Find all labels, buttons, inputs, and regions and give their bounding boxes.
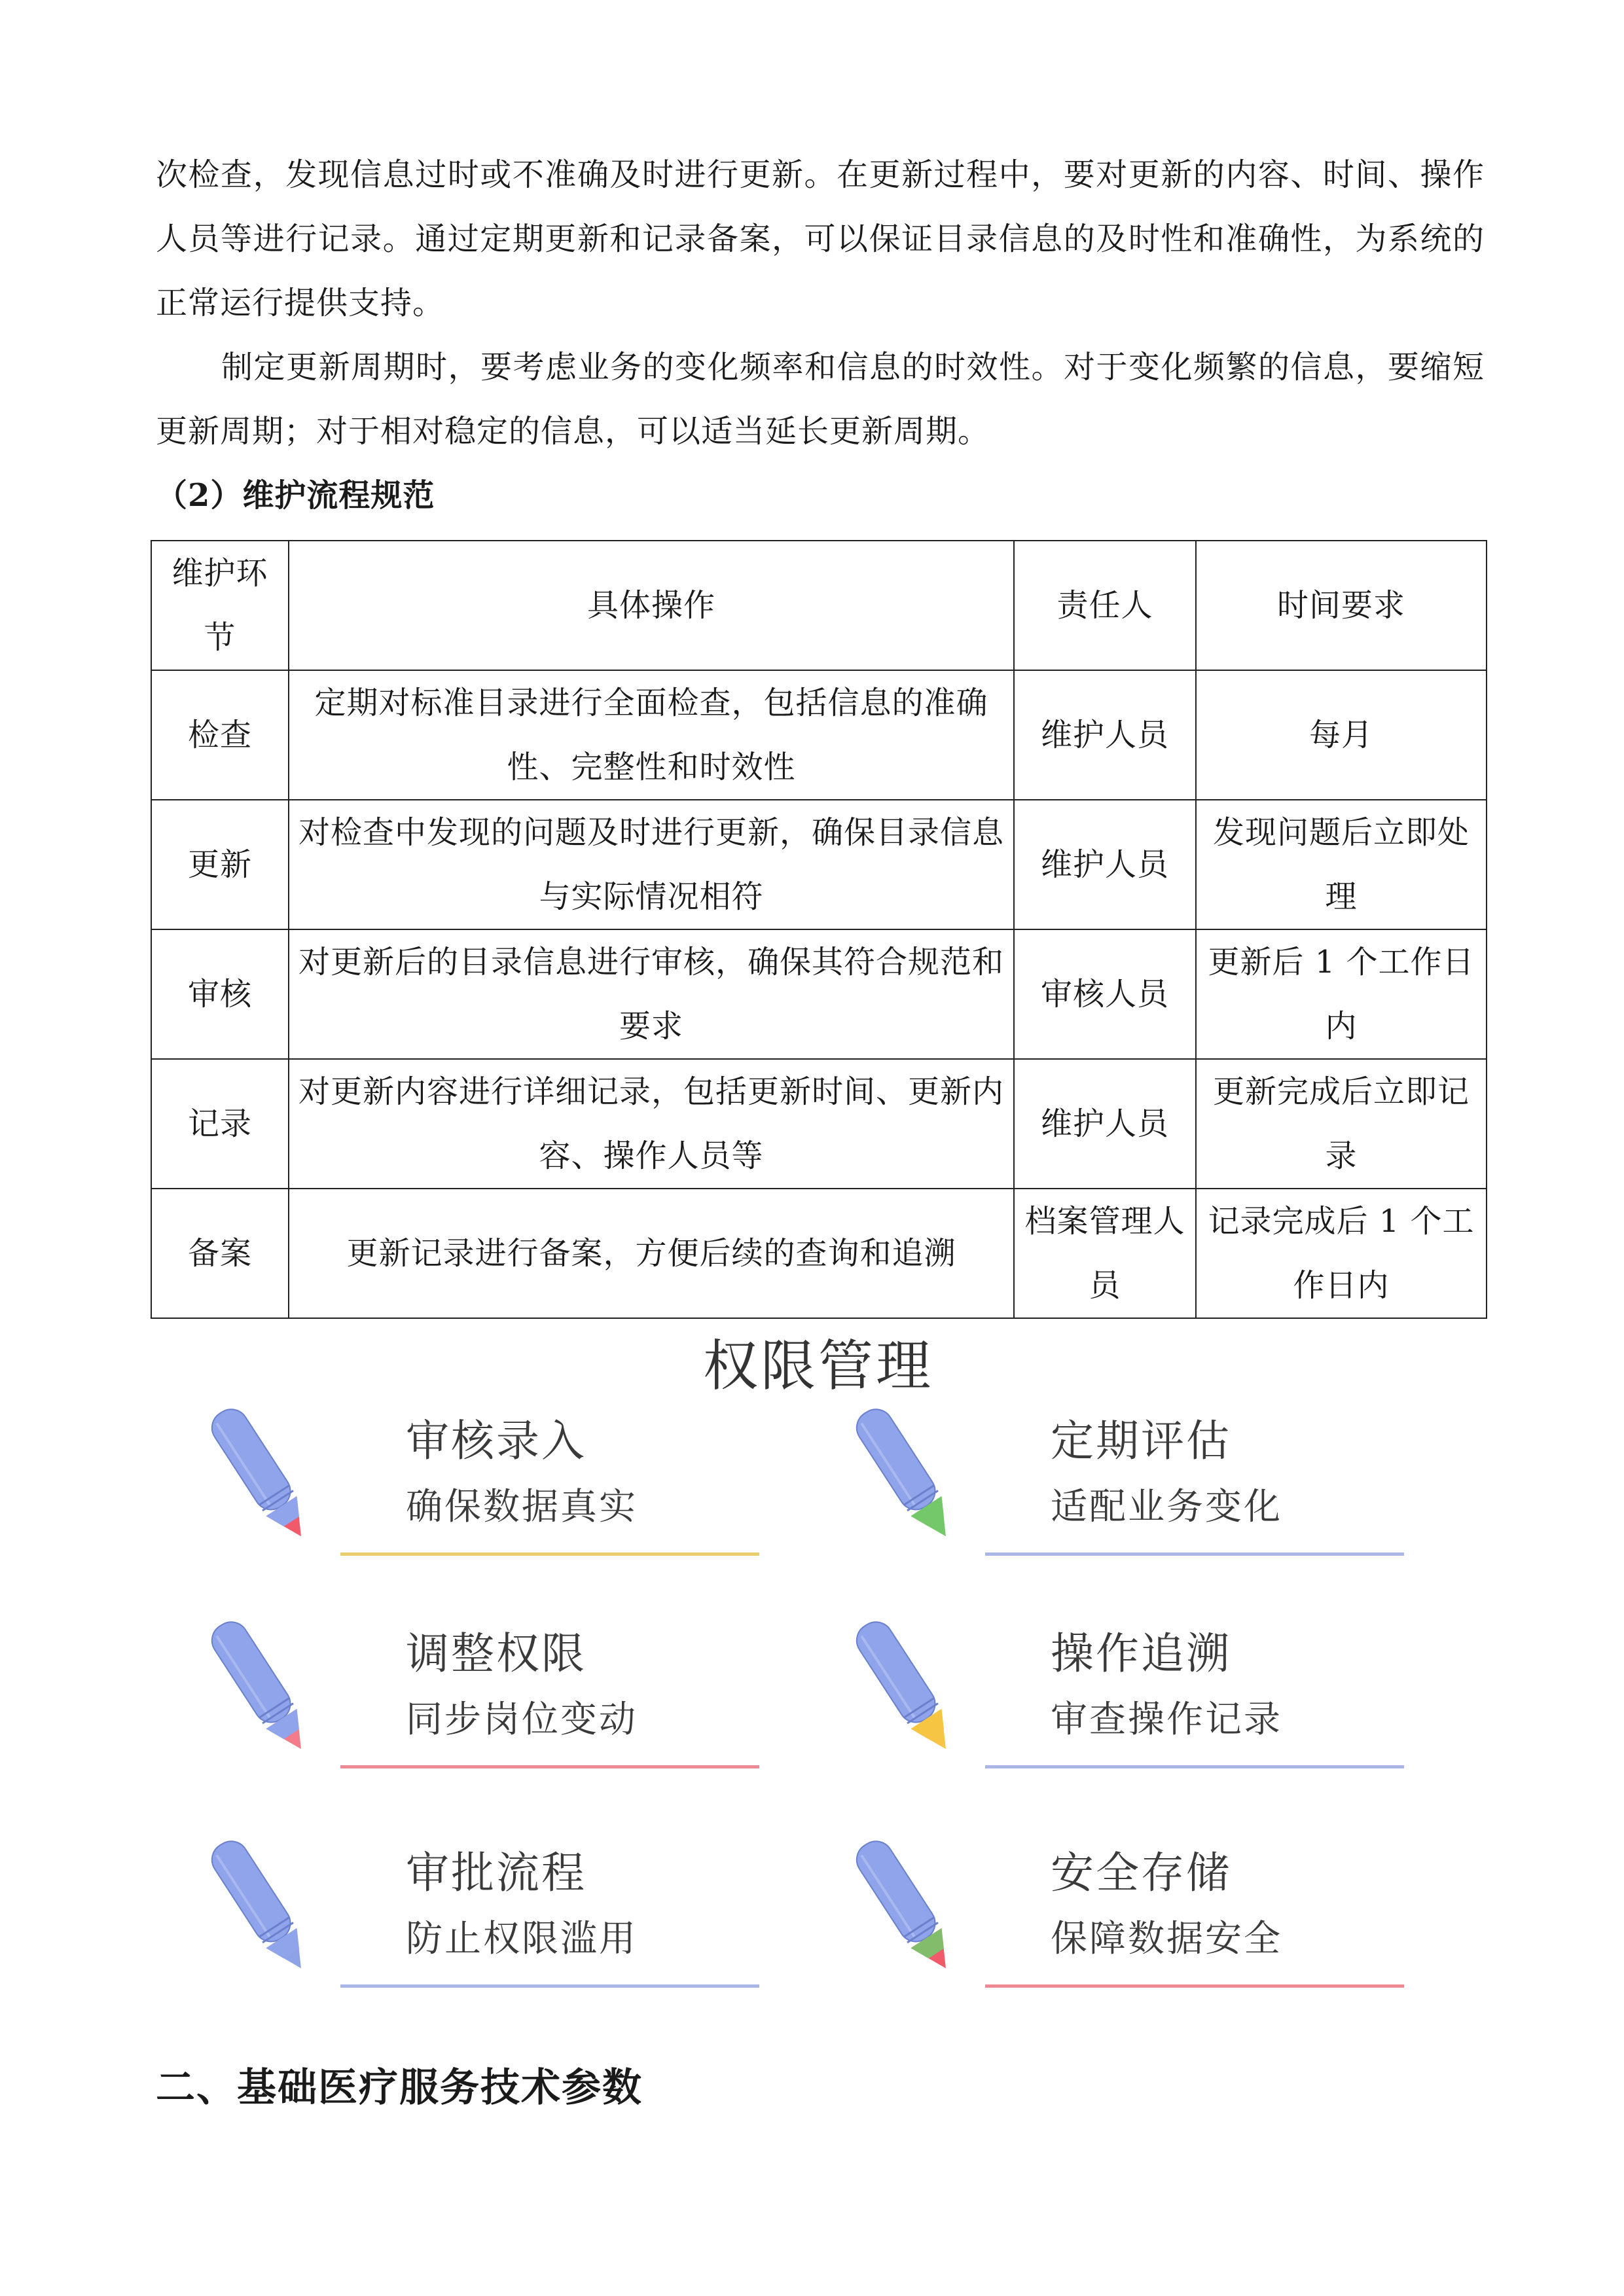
stage-cell: 检查: [151, 670, 289, 800]
header-cell: 责任人: [1014, 541, 1196, 670]
subheading-maintenance-process: （2）维护流程规范: [156, 477, 435, 514]
stage-cell: 记录: [151, 1059, 289, 1189]
time-cell: 记录完成后 1 个工作日内: [1196, 1189, 1487, 1318]
pencil-icon: [203, 1833, 321, 1983]
paragraph-2: 制定更新周期时，要考虑业务的变化频率和信息的时效性。对于变化频繁的信息，要缩短更新周期；对于相对稳定的信息，可以适当延长更新周期。: [156, 349, 1485, 450]
item-underline: [340, 1984, 759, 1988]
operation-cell: 对更新后的目录信息进行审核，确保其符合规范和要求: [289, 929, 1014, 1059]
time-cell: 更新完成后立即记录: [1196, 1059, 1487, 1189]
operation-cell: 更新记录进行备案，方便后续的查询和追溯: [289, 1189, 1014, 1318]
item-heading: 安全存储: [1051, 1848, 1231, 1898]
item-subtext: 审查操作记录: [1051, 1698, 1282, 1741]
owner-cell: 档案管理人员: [1014, 1189, 1196, 1318]
header-cell: 维护环节: [151, 541, 289, 670]
item-heading: 操作追溯: [1051, 1628, 1231, 1679]
diagram-item-adjust-permissions: [151, 1522, 740, 1741]
table-row: [151, 800, 1487, 929]
diagram-title: 权限管理: [702, 1334, 933, 1398]
item-heading: 调整权限: [406, 1628, 586, 1679]
table-row: [151, 929, 1487, 1059]
time-cell: 每月: [1196, 670, 1487, 800]
owner-cell: 维护人员: [1014, 670, 1196, 800]
stage-cell: 更新: [151, 800, 289, 929]
diagram-item-secure-storage: [795, 1741, 1384, 1960]
operation-cell: 对更新内容进行详细记录，包括更新时间、更新内容、操作人员等: [289, 1059, 1014, 1189]
section-heading: 二、基础医疗服务技术参数: [156, 2065, 643, 2111]
operation-cell: 对检查中发现的问题及时进行更新，确保目录信息与实际情况相符: [289, 800, 1014, 929]
diagram-item-approval-process: [151, 1741, 740, 1960]
operation-cell: 定期对标准目录进行全面检查，包括信息的准确性、完整性和时效性: [289, 670, 1014, 800]
item-subtext: 同步岗位变动: [406, 1698, 638, 1741]
maintenance-process-table: [151, 540, 1487, 1319]
stage-cell: 备案: [151, 1189, 289, 1318]
diagram-item-periodic-evaluation: [795, 1309, 1384, 1528]
time-cell: 发现问题后立即处理: [1196, 800, 1487, 929]
diagram-item-operation-tracing: [795, 1522, 1384, 1741]
table-row: [151, 1059, 1487, 1189]
item-subtext: 保障数据安全: [1051, 1918, 1282, 1960]
header-cell: 具体操作: [289, 541, 1014, 670]
time-cell: 更新后 1 个工作日内: [1196, 929, 1487, 1059]
item-subtext: 防止权限滥用: [406, 1918, 638, 1960]
table-header-row: [151, 541, 1487, 670]
item-heading: 审核录入: [406, 1416, 586, 1466]
diagram-item-review-entry: [151, 1309, 740, 1528]
item-heading: 审批流程: [406, 1848, 586, 1898]
pencil-icon: [848, 1833, 965, 1983]
stage-cell: 审核: [151, 929, 289, 1059]
item-subtext: 适配业务变化: [1051, 1486, 1282, 1528]
owner-cell: 维护人员: [1014, 1059, 1196, 1189]
item-subtext: 确保数据真实: [406, 1486, 638, 1528]
owner-cell: 审核人员: [1014, 929, 1196, 1059]
permission-management-diagram: [151, 1309, 1486, 2016]
table-row: [151, 1189, 1487, 1318]
paragraph-1: 次检查，发现信息过时或不准确及时进行更新。在更新过程中，要对更新的内容、时间、操作人员等进行记录。通过定期更新和记录备案，可以保证目录信息的及时性和准确性，为系统的正常运行提供支持。: [156, 156, 1485, 321]
owner-cell: 维护人员: [1014, 800, 1196, 929]
table-row: [151, 670, 1487, 800]
item-heading: 定期评估: [1051, 1416, 1231, 1466]
item-underline: [985, 1984, 1404, 1988]
header-cell: 时间要求: [1196, 541, 1487, 670]
